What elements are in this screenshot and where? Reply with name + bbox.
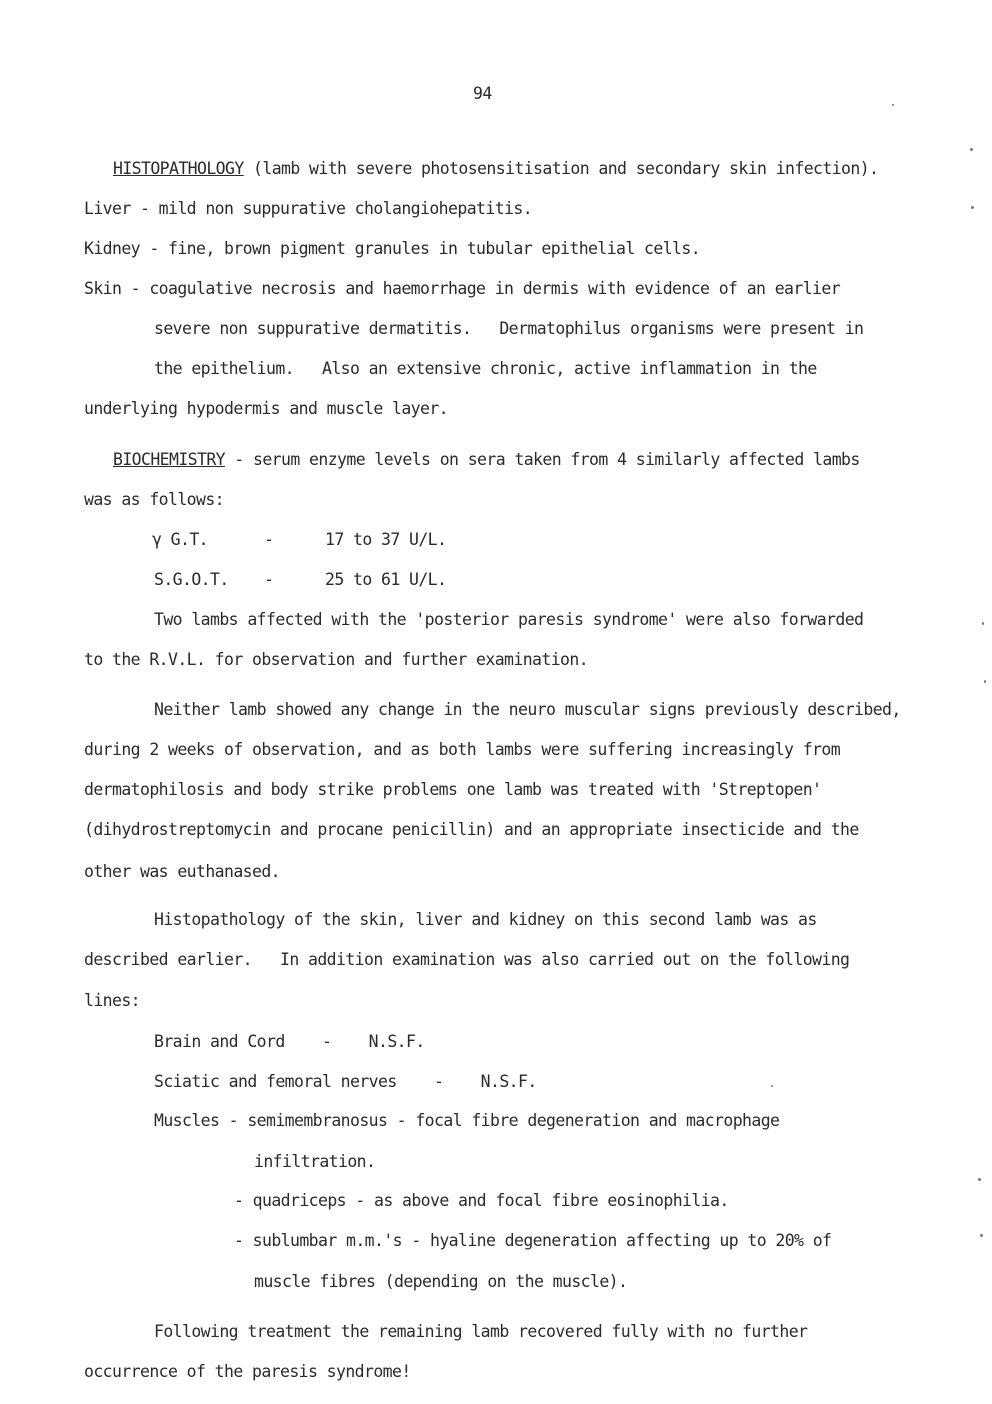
neither-line-3: dermatophilosis and body strike problems one lamb was treated with 'Streptopen' [84,780,822,799]
muscles-finding-line-2: infiltration. [254,1152,376,1171]
page-number: 94 [473,84,492,103]
ggt-value: 17 to 37 U/L. [325,530,447,549]
sgot-label: S.G.O.T. [154,570,229,589]
biochemistry-heading-line [113,450,860,470]
sgot-dash: - [264,570,274,589]
histo2-line-2: described earlier. In addition examination was also carried out on the following [84,950,850,969]
neither-line-2: during 2 weeks of observation, and as both lambs were suffering increasingly from [84,740,841,759]
skin-finding-line-2: severe non suppurative dermatitis. Dermatophilus organisms were present in [154,319,864,338]
neither-line-5: other was euthanased. [84,862,281,881]
scan-speck [984,680,986,683]
histo2-line-1: Histopathology of the skin, liver and kidney on this second lamb was as [154,910,817,929]
two-lambs-line-1: Two lambs affected with the 'posterior paresis syndrome' were also forwarded [154,610,864,629]
following-line-2: occurrence of the paresis syndrome! [84,1362,411,1381]
ggt-label: γ G.T. [152,530,209,549]
scan-speck [980,1234,983,1237]
neither-line-4: (dihydrostreptomycin and procane penicillin) and an appropriate insecticide and the [84,820,859,839]
skin-finding-line-3: the epithelium. Also an extensive chronic, active inflammation in the [154,359,817,378]
scan-speck [978,1178,981,1181]
ggt-dash: - [264,530,274,549]
sciatic-finding: Sciatic and femoral nerves - N.S.F. [154,1072,537,1091]
brain-cord-finding: Brain and Cord - N.S.F. [154,1032,425,1051]
kidney-finding: Kidney - fine, brown pigment granules in tubular epithelial cells. [84,239,701,258]
following-line-1: Following treatment the remaining lamb recovered fully with no further [154,1322,808,1341]
scan-speck [971,206,974,209]
biochemistry-heading-rest: - serum enzyme levels on sera taken from 4 similarly affected lambs [225,450,860,469]
neither-line-1: Neither lamb showed any change in the neuro muscular signs previously described, [154,700,901,719]
skin-finding-line-4: underlying hypodermis and muscle layer. [84,399,449,418]
quadriceps-finding: - quadriceps - as above and focal fibre eosinophilia. [234,1191,729,1210]
histo2-line-3: lines: [84,991,141,1010]
histopathology-heading-line [113,159,878,179]
muscles-finding-line-1: Muscles - semimembranosus - focal fibre degeneration and macrophage [154,1111,780,1130]
sublumbar-finding-line-1: - sublumbar m.m.'s - hyaline degeneration affecting up to 20% of [234,1231,832,1250]
biochemistry-line-2: was as follows: [84,490,225,509]
scan-speck [982,622,984,625]
two-lambs-line-2: to the R.V.L. for observation and further examination. [84,650,589,669]
histopathology-heading: HISTOPATHOLOGY [113,159,244,178]
scan-speck [892,104,894,106]
scan-speck [970,148,973,151]
sublumbar-finding-line-2: muscle fibres (depending on the muscle). [254,1272,628,1291]
biochemistry-heading: BIOCHEMISTRY [113,450,226,469]
scan-speck [771,1085,773,1087]
histopathology-heading-rest: (lamb with severe photosensitisation and secondary skin infection). [243,159,879,178]
sgot-value: 25 to 61 U/L. [325,570,447,589]
skin-finding-line-1: Skin - coagulative necrosis and haemorrhage in dermis with evidence of an earlier [84,279,841,298]
liver-finding: Liver - mild non suppurative cholangiohepatitis. [84,199,533,218]
